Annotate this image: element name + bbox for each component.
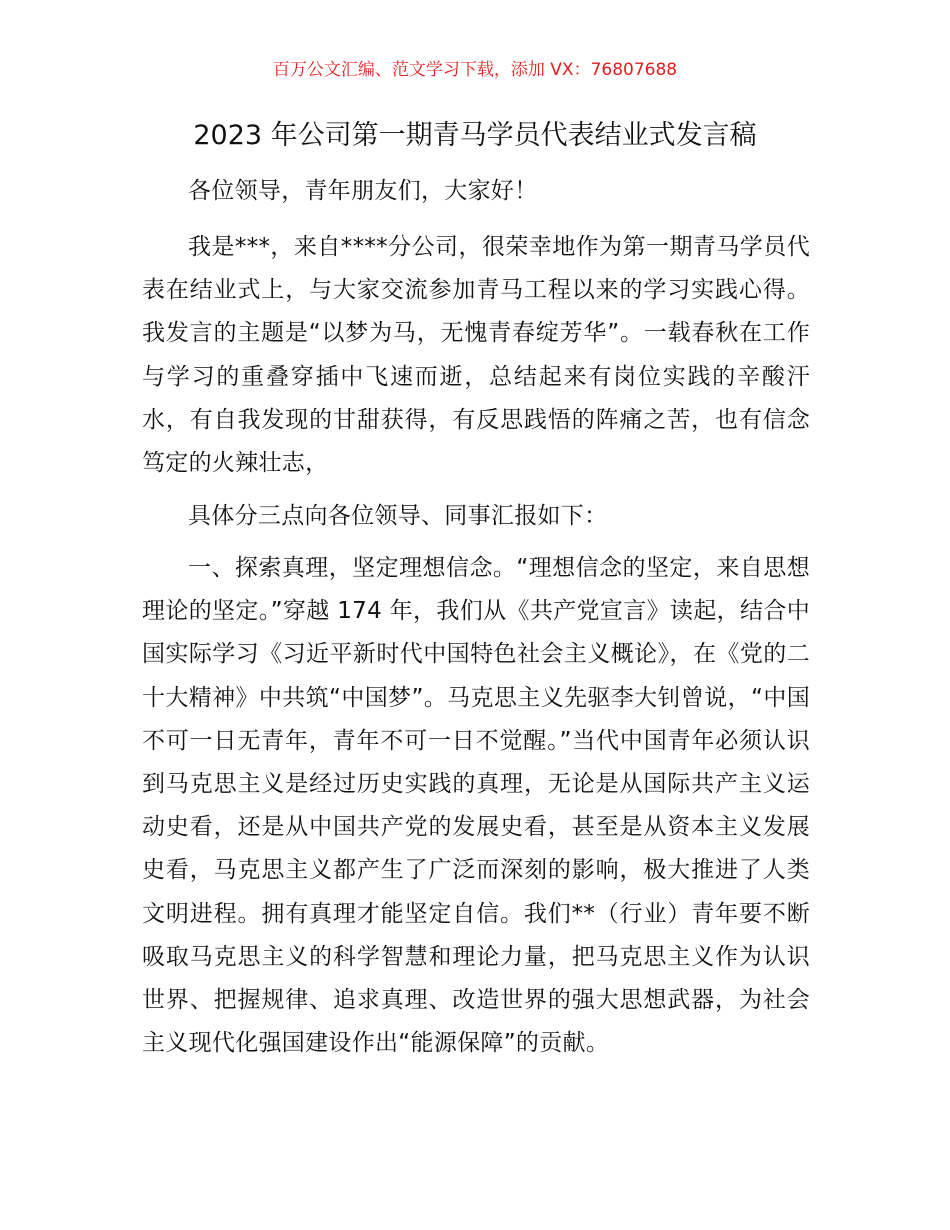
greeting-paragraph xyxy=(142,170,810,213)
greeting-text: 各位领导，青年朋友们，大家好！ xyxy=(188,178,538,204)
document-title: 2023 年公司第一期青马学员代表结业式发言稿 xyxy=(193,120,757,151)
intro-paragraph xyxy=(142,226,810,485)
intro-text: 我是***，来自****分公司，很荣幸地作为第一期青马学员代表在结业式上，与大家交流参加青马工程以来的学习实践心得。我发言的主题是“以梦为马，无愧青春绽芳华”。一载春秋在工作与学习的重叠穿插中飞速而逝，总结起来有岗位实践的辛酸汗水，有自我发现的甘甜获得，有反思践悟的阵痛之苦，也有信念笃定的火辣壮志， xyxy=(142,234,810,477)
summary-paragraph xyxy=(142,495,810,538)
summary-text: 具体分三点向各位领导、同事汇报如下： xyxy=(188,503,608,529)
point-one-text: 一、探索真理，坚定理想信念。“理想信念的坚定，来自思想理论的坚定。”穿越 174 年，我们从《共产党宣言》读起，结合中国实际学习《习近平新时代中国特色社会主义概论》，在《党的二十大精神》中共筑“中国梦”。马克思主义先驱李大钊曾说，“中国不可一日无青年，青年不可一日不觉醒。”当代中国青年必须认识到马克思主义是经过历史实践的真理，无论是从国际共产主义运动史看，还是从中国共产党的发展史看，甚至是从资本主义发展史看，马克思主义都产生了广泛而深刻的影响，极大推进了人类文明进程。拥有真理才能坚定自信。我们**（行业）青年要不断吸取马克思主义的科学智慧和理论力量，把马克思主义作为认识世界、把握规律、追求真理、改造世界的强大思想武器，为社会主义现代化强国建设作出“能源保障”的贡献。 xyxy=(142,555,810,1057)
point-one-paragraph xyxy=(142,547,810,1065)
watermark-header: 百万公文汇编、范文学习下载，添加 VX：76807688 xyxy=(272,60,678,80)
